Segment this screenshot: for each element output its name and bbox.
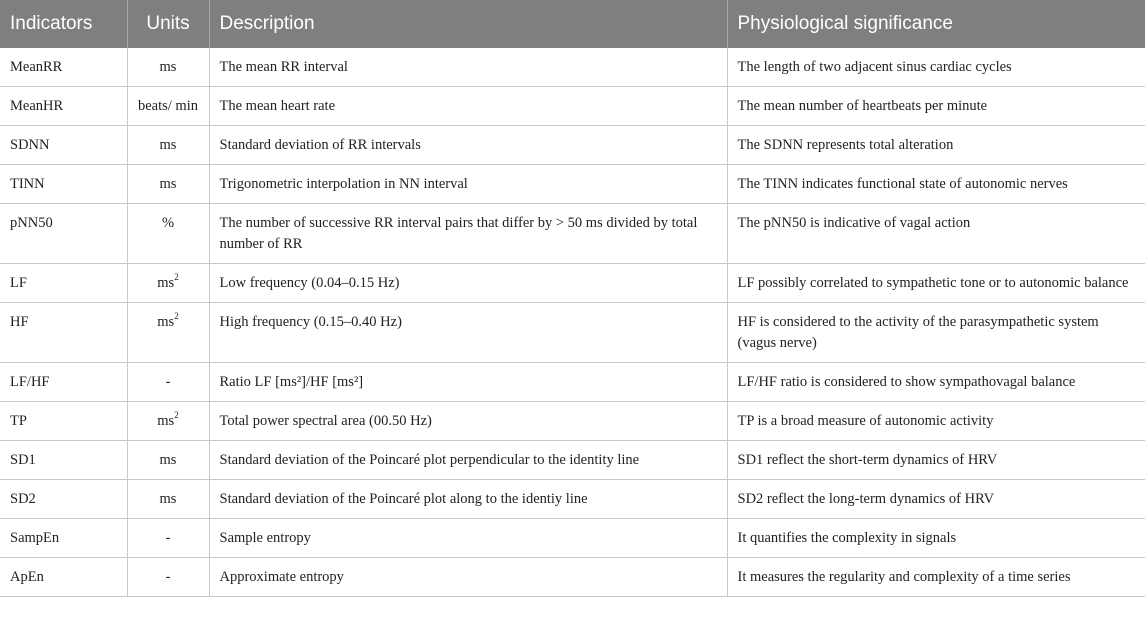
description-cell — [209, 126, 727, 165]
significance-cell-text: HF is considered to the activity of the parasympathetic system (vagus nerve) — [737, 314, 1099, 351]
header-physiological-significance: Physiological significance — [727, 0, 1145, 48]
table-row — [0, 402, 1145, 441]
table-row — [0, 363, 1145, 402]
description-cell-text: Low frequency (0.04–0.15 Hz) — [219, 275, 400, 291]
table-row — [0, 480, 1145, 519]
description-cell — [209, 87, 727, 126]
description-cell-text: Total power spectral area (00.50 Hz) — [219, 413, 432, 429]
indicator-cell-text: ApEn — [10, 569, 44, 585]
unit-cell-text: ms — [159, 59, 177, 75]
indicator-cell-text: pNN50 — [10, 215, 53, 231]
indicator-cell-text: LF/HF — [10, 374, 50, 390]
significance-cell-text: LF/HF ratio is considered to show sympathovagal balance — [737, 374, 1076, 390]
unit-cell — [127, 87, 209, 126]
description-cell-text: The number of successive RR interval pairs that differ by > 50 ms divided by total number of RR — [219, 215, 698, 252]
description-cell — [209, 558, 727, 597]
table-row — [0, 165, 1145, 204]
table-row — [0, 264, 1145, 303]
unit-cell — [127, 441, 209, 480]
description-cell-text: Standard deviation of the Poincaré plot perpendicular to the identity line — [219, 452, 640, 468]
unit-superscript: 2 — [174, 272, 179, 283]
significance-cell — [727, 165, 1145, 204]
unit-cell — [127, 402, 209, 441]
indicator-cell-text: LF — [10, 275, 27, 291]
significance-cell-text: SD2 reflect the long-term dynamics of HRV — [737, 491, 995, 507]
significance-cell-text: It measures the regularity and complexity of a time series — [737, 569, 1071, 585]
table-body — [0, 48, 1145, 597]
description-cell — [209, 264, 727, 303]
table-row — [0, 519, 1145, 558]
significance-cell-text: The length of two adjacent sinus cardiac cycles — [737, 59, 1012, 75]
unit-cell-text: - — [165, 569, 171, 585]
significance-cell-text: The mean number of heartbeats per minute — [737, 98, 988, 114]
header-description: Description — [209, 0, 727, 48]
unit-cell-text: ms — [157, 314, 175, 330]
significance-cell — [727, 480, 1145, 519]
description-cell — [209, 402, 727, 441]
significance-cell — [727, 558, 1145, 597]
unit-cell-text: - — [165, 374, 171, 390]
description-cell — [209, 441, 727, 480]
table-header — [0, 0, 1145, 48]
indicator-cell-text: SD2 — [10, 491, 36, 507]
unit-cell-text: ms — [157, 413, 175, 429]
table-row — [0, 48, 1145, 87]
indicator-cell — [0, 165, 127, 204]
unit-cell — [127, 519, 209, 558]
significance-cell-text: The pNN50 is indicative of vagal action — [737, 215, 971, 231]
unit-cell — [127, 48, 209, 87]
description-cell-text: Ratio LF [ms²]/HF [ms²] — [219, 374, 364, 390]
unit-cell — [127, 558, 209, 597]
description-cell-text: The mean heart rate — [219, 98, 336, 114]
description-cell — [209, 303, 727, 363]
unit-cell-text: ms — [159, 137, 177, 153]
description-cell-text: The mean RR interval — [219, 59, 348, 75]
unit-cell-text: ms — [159, 176, 177, 192]
indicator-cell — [0, 303, 127, 363]
table-row — [0, 558, 1145, 597]
significance-cell-text: SD1 reflect the short-term dynamics of HRV — [737, 452, 998, 468]
significance-cell — [727, 264, 1145, 303]
indicator-cell-text: MeanRR — [10, 59, 63, 75]
indicator-cell — [0, 264, 127, 303]
description-cell-text: Approximate entropy — [219, 569, 344, 585]
significance-cell — [727, 363, 1145, 402]
description-cell-text: Standard deviation of the Poincaré plot along to the identiy line — [219, 491, 588, 507]
unit-cell-text: beats/ min — [137, 98, 198, 114]
description-cell — [209, 48, 727, 87]
unit-cell-text: ms — [159, 491, 177, 507]
unit-cell — [127, 363, 209, 402]
description-cell-text: Trigonometric interpolation in NN interval — [219, 176, 468, 192]
unit-cell — [127, 126, 209, 165]
unit-cell — [127, 303, 209, 363]
table-row — [0, 204, 1145, 264]
description-cell — [209, 363, 727, 402]
unit-cell-text: % — [161, 215, 175, 231]
significance-cell — [727, 48, 1145, 87]
indicator-cell — [0, 204, 127, 264]
table-row — [0, 441, 1145, 480]
indicator-cell — [0, 87, 127, 126]
significance-cell-text: It quantifies the complexity in signals — [737, 530, 957, 546]
description-cell-text: Standard deviation of RR intervals — [219, 137, 421, 153]
unit-cell — [127, 480, 209, 519]
indicator-cell — [0, 441, 127, 480]
indicator-cell-text: SD1 — [10, 452, 36, 468]
header-row — [0, 0, 1145, 48]
unit-cell — [127, 264, 209, 303]
indicator-cell — [0, 519, 127, 558]
significance-cell-text: The SDNN represents total alteration — [737, 137, 954, 153]
significance-cell — [727, 402, 1145, 441]
significance-cell — [727, 303, 1145, 363]
unit-cell — [127, 204, 209, 264]
significance-cell — [727, 126, 1145, 165]
description-cell-text: Sample entropy — [219, 530, 311, 546]
description-cell — [209, 165, 727, 204]
significance-cell-text: LF possibly correlated to sympathetic tone or to autonomic balance — [737, 275, 1129, 291]
table-row — [0, 87, 1145, 126]
significance-cell — [727, 87, 1145, 126]
header-units: Units — [127, 0, 209, 48]
unit-cell-text: - — [165, 530, 171, 546]
significance-cell — [727, 441, 1145, 480]
indicator-cell — [0, 126, 127, 165]
indicator-cell — [0, 48, 127, 87]
unit-cell — [127, 165, 209, 204]
significance-cell — [727, 204, 1145, 264]
significance-cell — [727, 519, 1145, 558]
significance-cell-text: The TINN indicates functional state of autonomic nerves — [737, 176, 1068, 192]
indicator-cell-text: TINN — [10, 176, 45, 192]
header-indicators: Indicators — [0, 0, 127, 48]
unit-superscript: 2 — [174, 311, 179, 322]
indicator-cell-text: SDNN — [10, 137, 50, 153]
unit-superscript: 2 — [174, 410, 179, 421]
indicator-cell-text: SampEn — [10, 530, 60, 546]
indicator-cell — [0, 363, 127, 402]
significance-cell-text: TP is a broad measure of autonomic activity — [737, 413, 994, 429]
indicator-cell-text: HF — [10, 314, 29, 330]
indicator-cell-text: TP — [10, 413, 27, 429]
description-cell — [209, 480, 727, 519]
description-cell — [209, 519, 727, 558]
indicator-cell — [0, 480, 127, 519]
table-row — [0, 303, 1145, 363]
unit-cell-text: ms — [159, 452, 177, 468]
description-cell — [209, 204, 727, 264]
indicator-cell — [0, 558, 127, 597]
unit-cell-text: ms — [157, 275, 175, 291]
description-cell-text: High frequency (0.15–0.40 Hz) — [219, 314, 402, 330]
table-row — [0, 126, 1145, 165]
indicator-cell — [0, 402, 127, 441]
indicator-cell-text: MeanHR — [10, 98, 64, 114]
